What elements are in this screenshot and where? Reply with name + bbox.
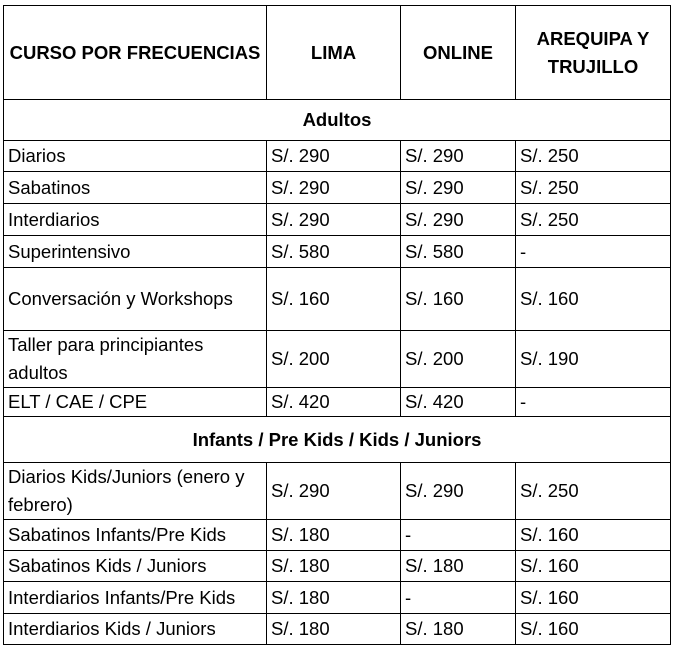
section-title-kids: Infants / Pre Kids / Kids / Juniors xyxy=(4,417,671,463)
table-row xyxy=(4,520,671,551)
table-row xyxy=(4,614,671,645)
price-online: S/. 160 xyxy=(401,268,516,331)
course-name: Diarios xyxy=(4,141,267,172)
price-lima: S/. 420 xyxy=(267,388,401,417)
price-arequipa: S/. 160 xyxy=(516,582,671,614)
price-lima: S/. 290 xyxy=(267,204,401,236)
price-online: S/. 290 xyxy=(401,204,516,236)
header-course: CURSO POR FRECUENCIAS xyxy=(4,6,267,100)
price-online: S/. 290 xyxy=(401,463,516,520)
section-row xyxy=(4,417,671,463)
table-row xyxy=(4,204,671,236)
price-arequipa: S/. 160 xyxy=(516,551,671,582)
course-name: Interdiarios Kids / Juniors xyxy=(4,614,267,645)
table-row xyxy=(4,582,671,614)
price-lima: S/. 580 xyxy=(267,236,401,268)
price-lima: S/. 160 xyxy=(267,268,401,331)
course-name: Sabatinos Infants/Pre Kids xyxy=(4,520,267,551)
price-online: S/. 180 xyxy=(401,614,516,645)
price-lima: S/. 290 xyxy=(267,141,401,172)
table-row xyxy=(4,551,671,582)
course-name: Conversación y Workshops xyxy=(4,268,267,331)
price-arequipa: - xyxy=(516,236,671,268)
price-arequipa: S/. 160 xyxy=(516,520,671,551)
price-arequipa: S/. 190 xyxy=(516,331,671,388)
header-lima: LIMA xyxy=(267,6,401,100)
price-lima: S/. 290 xyxy=(267,463,401,520)
price-arequipa: S/. 160 xyxy=(516,614,671,645)
course-name: Sabatinos xyxy=(4,172,267,204)
price-online: - xyxy=(401,582,516,614)
price-online: S/. 290 xyxy=(401,141,516,172)
header-online: ONLINE xyxy=(401,6,516,100)
table-row xyxy=(4,172,671,204)
price-lima: S/. 180 xyxy=(267,520,401,551)
price-online: S/. 420 xyxy=(401,388,516,417)
price-arequipa: S/. 160 xyxy=(516,268,671,331)
table-row xyxy=(4,388,671,417)
section-title-adultos: Adultos xyxy=(4,100,671,141)
table-row xyxy=(4,268,671,331)
course-name: Superintensivo xyxy=(4,236,267,268)
course-name: Taller para principiantes adultos xyxy=(4,331,267,388)
price-lima: S/. 200 xyxy=(267,331,401,388)
course-name: Interdiarios xyxy=(4,204,267,236)
price-online: S/. 180 xyxy=(401,551,516,582)
price-arequipa: S/. 250 xyxy=(516,204,671,236)
price-arequipa: S/. 250 xyxy=(516,463,671,520)
section-row xyxy=(4,100,671,141)
course-name: ELT / CAE / CPE xyxy=(4,388,267,417)
price-arequipa: S/. 250 xyxy=(516,141,671,172)
price-online: S/. 200 xyxy=(401,331,516,388)
price-lima: S/. 290 xyxy=(267,172,401,204)
price-arequipa: S/. 250 xyxy=(516,172,671,204)
price-lima: S/. 180 xyxy=(267,614,401,645)
table-row xyxy=(4,141,671,172)
price-online: - xyxy=(401,520,516,551)
table-row xyxy=(4,236,671,268)
price-table xyxy=(3,5,671,645)
price-online: S/. 580 xyxy=(401,236,516,268)
price-lima: S/. 180 xyxy=(267,551,401,582)
header-arequipa-trujillo: AREQUIPA Y TRUJILLO xyxy=(516,6,671,100)
table-row xyxy=(4,463,671,520)
price-lima: S/. 180 xyxy=(267,582,401,614)
course-name: Diarios Kids/Juniors (enero y febrero) xyxy=(4,463,267,520)
course-name: Sabatinos Kids / Juniors xyxy=(4,551,267,582)
table-row xyxy=(4,331,671,388)
price-online: S/. 290 xyxy=(401,172,516,204)
price-arequipa: - xyxy=(516,388,671,417)
header-row xyxy=(4,6,671,100)
course-name: Interdiarios Infants/Pre Kids xyxy=(4,582,267,614)
